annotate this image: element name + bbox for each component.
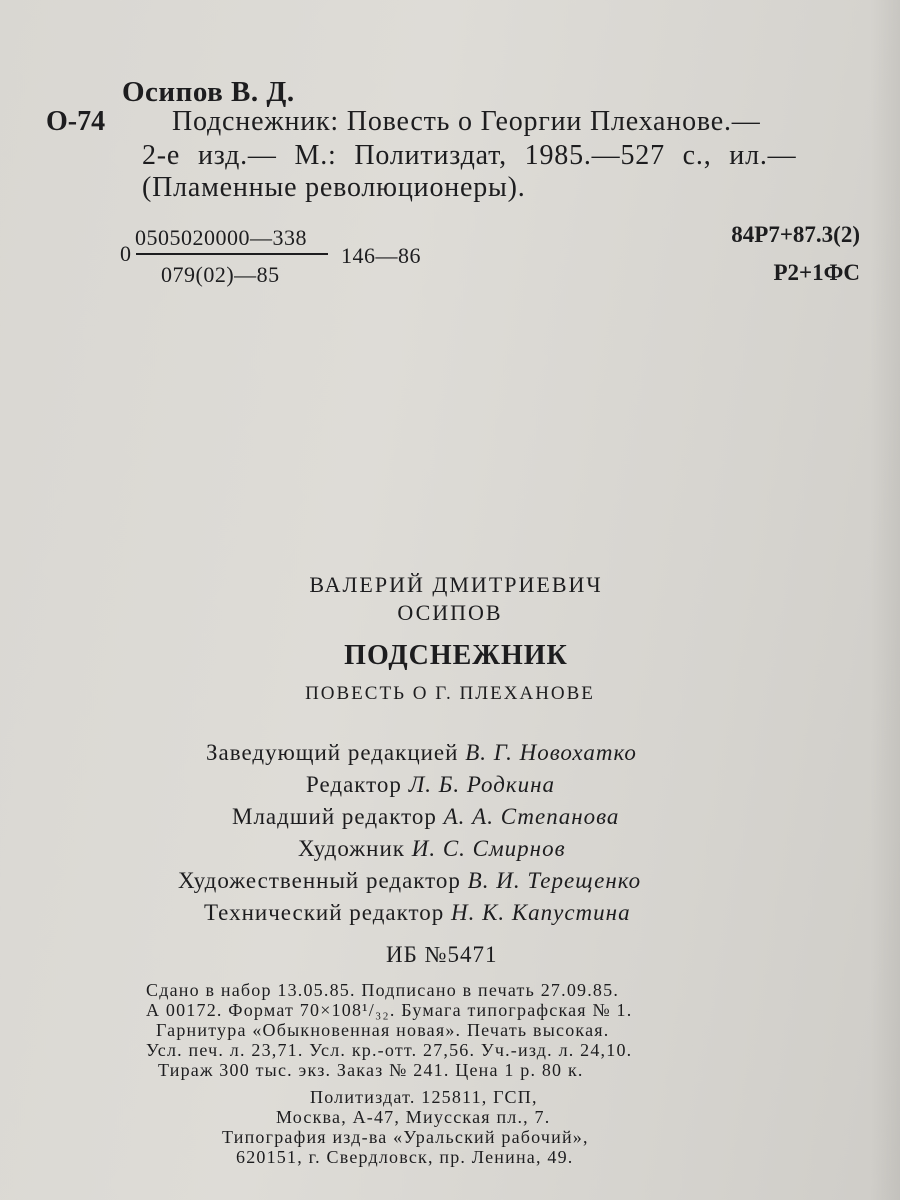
publisher-info-line: Москва, А-47, Миусская пл., 7. [276,1107,551,1127]
publisher-info-line: 620151, г. Свердловск, пр. Ленина, 49. [236,1147,574,1167]
credit-line [178,868,641,894]
printing-info-line: А 00172. Формат 70×108¹/₃₂. Бумага типографская № 1. [146,1000,633,1020]
isbn-fraction-rule [136,253,328,255]
credit-line [298,836,566,862]
credit-line [204,900,631,926]
credit-name: В. Г. Новохатко [465,740,637,765]
credit-role: Заведующий редакцией [206,740,459,765]
credit-name: И. С. Смирнов [411,836,566,861]
credit-name: Н. К. Капустина [450,900,631,925]
isbn-denominator: 079(02)—85 [161,262,280,287]
book-title: ПОДСНЕЖНИК [344,640,568,671]
credit-role: Редактор [306,772,402,797]
credit-name: Л. Б. Родкина [408,772,556,797]
author-surname: ОСИПОВ [397,600,503,625]
credit-line [232,804,619,830]
credit-line [306,772,555,798]
ib-number: ИБ №5471 [386,942,498,967]
classification-code: Р2+1ФС [773,260,860,285]
isbn-suffix: 146—86 [341,243,421,268]
catalog-code: О-74 [46,106,106,137]
credit-name: В. И. Терещенко [467,868,642,893]
catalog-description-line: 2-е изд.— М.: Политиздат, 1985.—527 с., ил.— [142,140,797,171]
page-edge-shadow [870,0,900,1200]
credit-line [206,740,637,766]
printing-info-line: Гарнитура «Обыкновенная новая». Печать высокая. [156,1020,610,1040]
credit-role: Младший редактор [232,804,437,829]
isbn-prefix: 0 [120,241,131,266]
printing-info-line: Сдано в набор 13.05.85. Подписано в печать 27.09.85. [146,980,620,1000]
publisher-info-line: Политиздат. 125811, ГСП, [310,1087,538,1107]
classification-code: 84Р7+87.3(2) [731,222,860,247]
credit-name: А. А. Степанова [443,804,620,829]
printing-info-line: Тираж 300 тыс. экз. Заказ № 241. Цена 1 р. 80 к. [158,1060,584,1080]
credit-role: Технический редактор [204,900,445,925]
credit-role: Художник [298,836,405,861]
catalog-description-line: Подснежник: Повесть о Георгии Плеханове.— [172,106,761,137]
printing-info-line: Усл. печ. л. 23,71. Усл. кр.-отт. 27,56. Уч.-изд. л. 24,10. [146,1040,633,1060]
credit-role: Художественный редактор [178,868,461,893]
catalog-description-line: (Пламенные революционеры). [142,172,526,203]
book-subtitle: ПОВЕСТЬ О Г. ПЛЕХАНОВЕ [305,683,595,704]
author-names: ВАЛЕРИЙ ДМИТРИЕВИЧ [309,572,603,597]
catalog-author: Осипов В. Д. [122,76,295,108]
isbn-numerator: 0505020000—338 [135,225,307,250]
publisher-info-line: Типография изд-ва «Уральский рабочий», [222,1127,589,1147]
